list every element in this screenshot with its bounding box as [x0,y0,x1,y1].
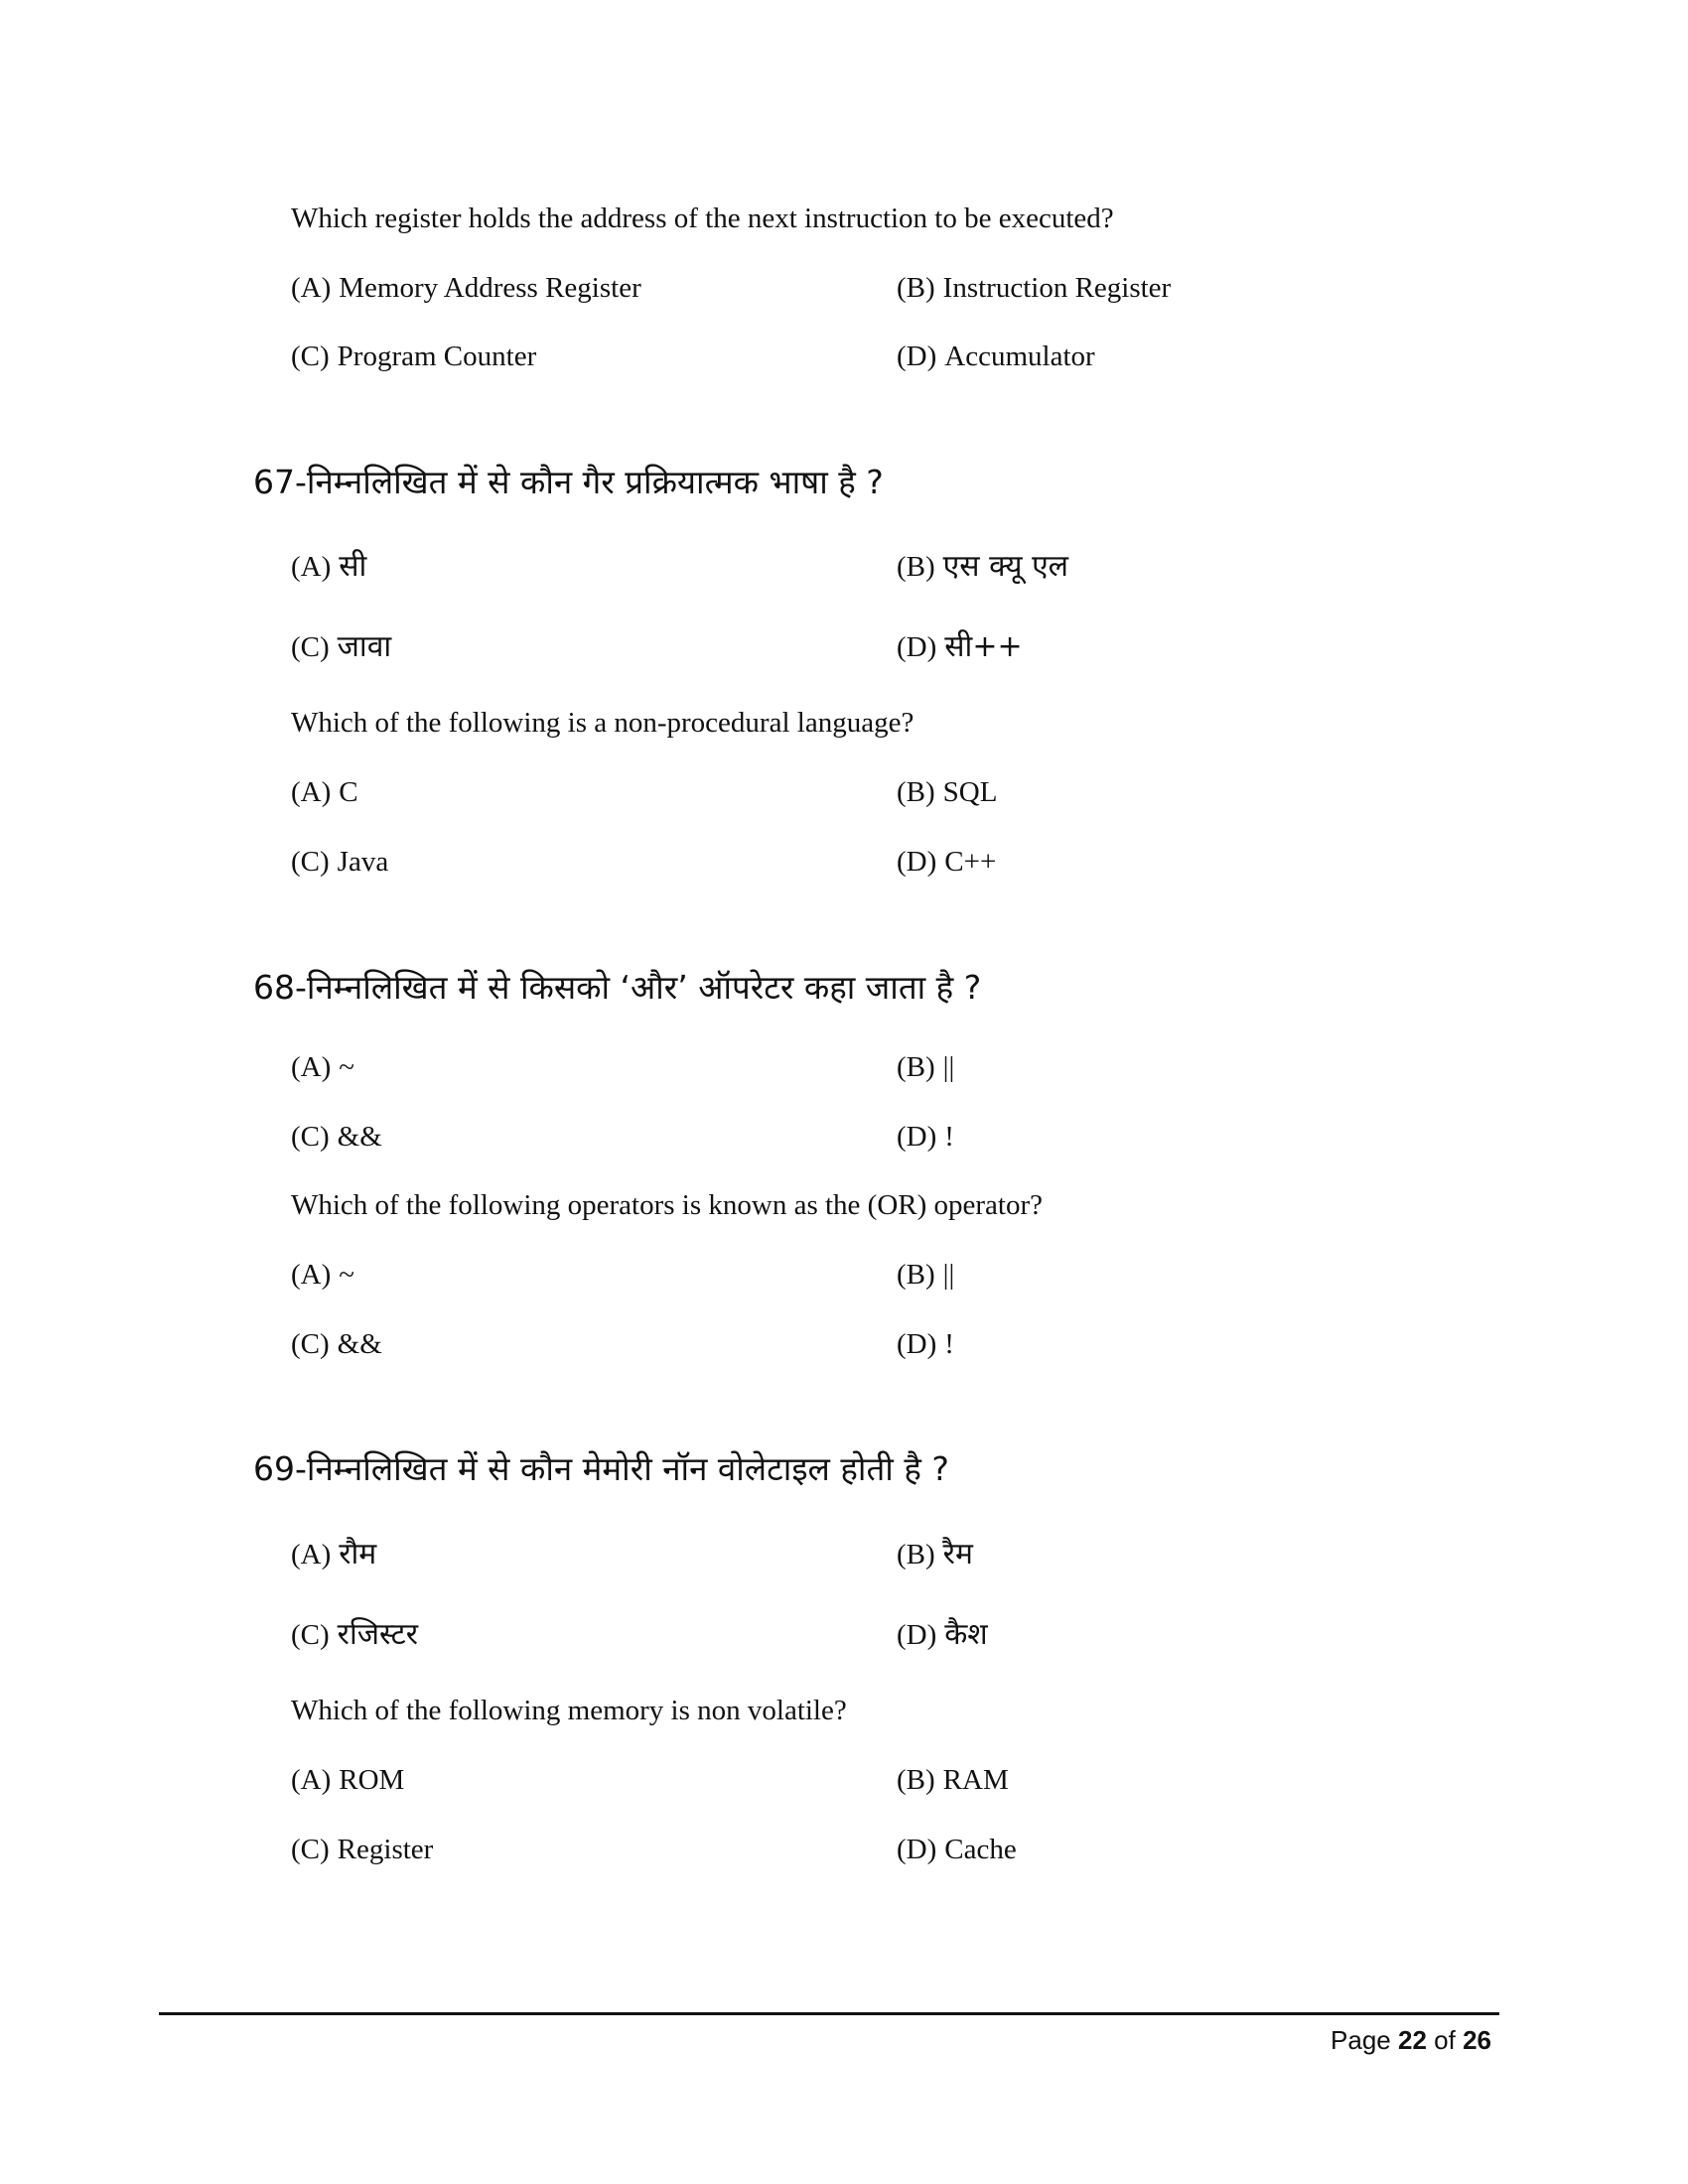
option-text: रौम [339,1537,377,1571]
option-letter: (B) [897,1051,935,1083]
option-text: || [942,1051,955,1083]
question-66-english: Which register holds the address of the next instruction to be executed? [291,203,1114,234]
option-text: ! [944,1328,954,1360]
option-letter: (A) [291,776,332,808]
total-pages: 26 [1463,2025,1491,2055]
q69-option-a [291,1766,404,1795]
q67-option-d [897,848,996,877]
option-letter: (D) [897,1121,937,1153]
q68-option-c [291,1330,382,1359]
current-page: 22 [1398,2025,1427,2055]
option-text: RAM [942,1764,1009,1796]
option-text: सी++ [944,629,1023,664]
q68-option-a [291,1261,354,1290]
option-letter: (A) [291,1764,332,1796]
option-letter: (C) [291,341,330,372]
q68-hindi-option-d [897,1123,954,1152]
q69-hindi-option-b [897,1537,973,1571]
option-text: SQL [942,776,998,808]
option-text: Cache [944,1834,1017,1865]
option-letter: (B) [897,551,935,583]
q67-hindi-option-b [897,549,1068,584]
option-letter: (A) [291,1051,332,1083]
option-text: Accumulator [944,341,1095,372]
option-letter: (D) [897,1619,937,1651]
option-text: C++ [944,846,997,878]
option-text: सी [339,549,367,584]
q68-hindi-option-b [897,1053,954,1082]
q67-option-a [291,778,358,807]
option-letter: (B) [897,272,935,304]
question-69-english: Which of the following memory is non volatile? [291,1695,847,1726]
option-text: Register [337,1834,434,1865]
option-text: C [339,776,358,808]
page-word: Page [1331,2025,1391,2055]
option-text: एस क्यू एल [942,549,1068,584]
option-text: ! [944,1121,954,1153]
q68-option-b [897,1261,954,1290]
question-68-hindi: 68-निम्नलिखित में से किसको ‘और’ ऑपरेटर कहा जाता है ? [253,968,982,1007]
q68-option-d [897,1330,954,1359]
option-letter: (D) [897,1328,937,1360]
option-text: रजिस्टर [337,1617,419,1652]
option-text: || [942,1259,955,1291]
q69-option-c [291,1836,433,1864]
q67-hindi-option-d [897,629,1023,664]
question-69-hindi: 69-निम्नलिखित में से कौन मेमोरी नॉन वोलेटाइल होती है ? [253,1449,949,1488]
q67-hindi-option-a [291,549,367,584]
q67-option-b [897,778,997,807]
option-text: Java [337,846,389,878]
option-letter: (A) [291,1539,332,1570]
q69-hindi-option-d [897,1617,988,1652]
option-text: && [337,1328,382,1360]
option-letter: (C) [291,1834,330,1865]
q66-option-b [897,274,1171,303]
option-letter: (D) [897,846,937,878]
option-letter: (C) [291,846,330,878]
option-text: ~ [339,1051,354,1083]
option-text: Instruction Register [942,272,1172,304]
page-number [1331,2025,1491,2056]
option-letter: (A) [291,1259,332,1291]
option-text: && [337,1121,382,1153]
option-letter: (D) [897,1834,937,1865]
option-letter: (B) [897,776,935,808]
option-text: जावा [337,629,392,664]
footer-divider [159,2012,1499,2015]
q69-hindi-option-a [291,1537,377,1571]
option-text: ~ [339,1259,354,1291]
option-letter: (B) [897,1259,935,1291]
q66-option-d [897,342,1095,371]
q69-option-b [897,1766,1009,1795]
q68-hindi-option-c [291,1123,382,1152]
option-letter: (B) [897,1764,935,1796]
option-text: Memory Address Register [339,272,641,304]
option-text: कैश [944,1617,988,1652]
option-letter: (A) [291,272,332,304]
q69-hindi-option-c [291,1617,419,1652]
q68-hindi-option-a [291,1053,354,1082]
question-68-english: Which of the following operators is known as the (OR) operator? [291,1189,1044,1221]
option-text: Program Counter [337,341,537,372]
q67-option-c [291,848,388,877]
option-letter: (B) [897,1539,935,1570]
option-letter: (D) [897,341,937,372]
option-text: रैम [942,1537,973,1571]
q66-option-c [291,342,536,371]
question-67-english: Which of the following is a non-procedural language? [291,707,914,739]
option-text: ROM [339,1764,405,1796]
q69-option-d [897,1836,1017,1864]
q67-hindi-option-c [291,629,392,664]
of-word: of [1434,2025,1456,2055]
option-letter: (D) [897,631,937,663]
q66-option-a [291,274,641,303]
option-letter: (A) [291,551,332,583]
option-letter: (C) [291,1121,330,1153]
option-letter: (C) [291,1328,330,1360]
option-letter: (C) [291,1619,330,1651]
question-67-hindi: 67-निम्नलिखित में से कौन गैर प्रक्रियात्मक भाषा है ? [253,463,884,501]
option-letter: (C) [291,631,330,663]
